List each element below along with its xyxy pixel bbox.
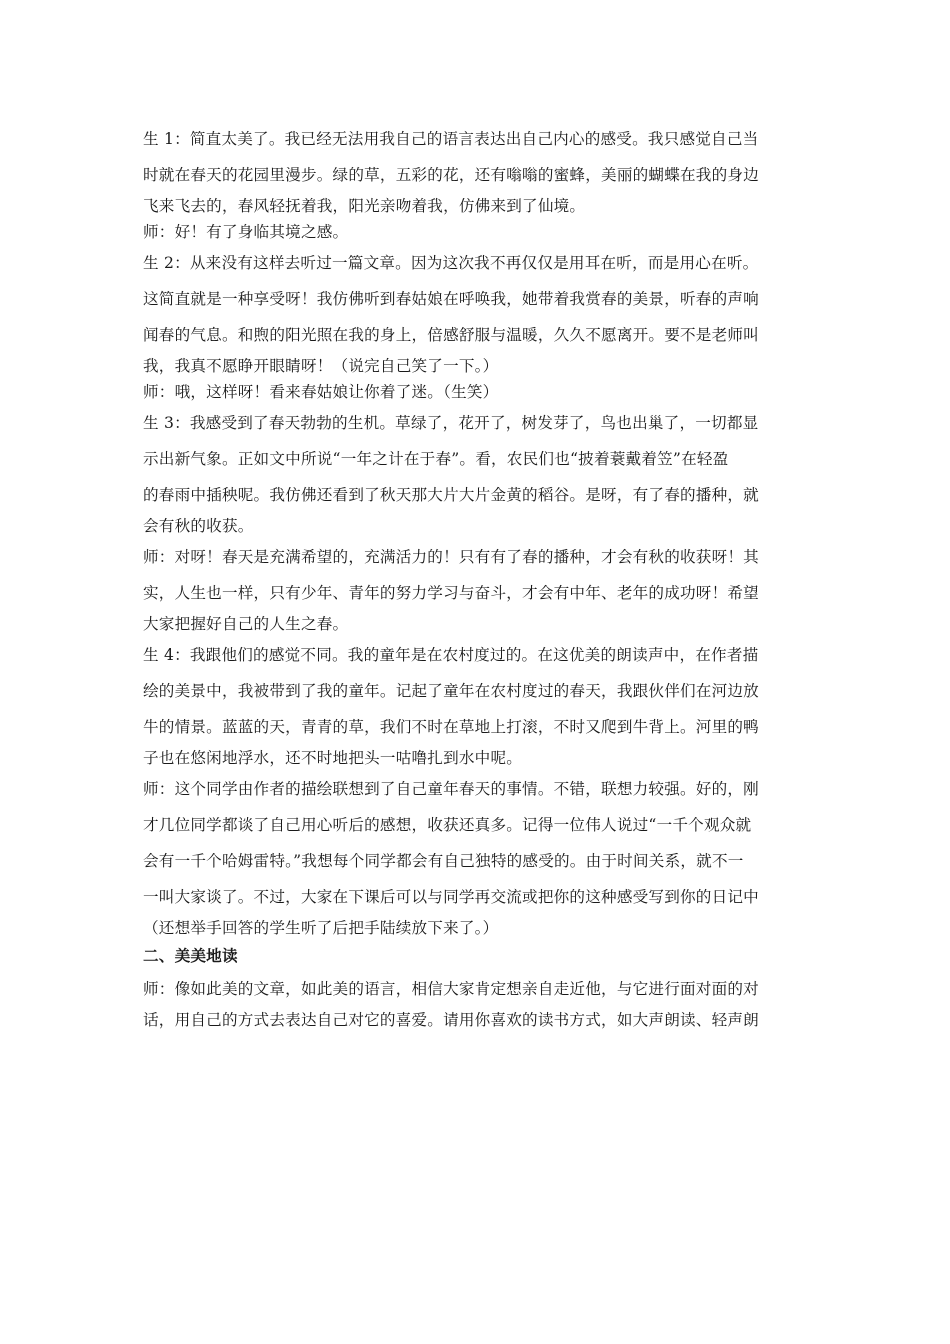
paragraph xyxy=(143,405,811,539)
paragraph-line: 牛的情景。蓝蓝的天，青青的草，我们不时在草地上打滚，不时又爬到牛背上。河里的鸭 xyxy=(143,718,759,736)
paragraph-line: 师：这个同学由作者的描绘联想到了自己童年春天的事情。不错，联想力较强。好的，刚 xyxy=(143,780,759,798)
paragraph-line: 示出新气象。正如文中所说“一年之计在于春”。看，农民们也“披着蓑戴着笠”在轻盈 xyxy=(143,450,729,468)
paragraph xyxy=(143,379,811,405)
paragraph-line: 一叫大家谈了。不过，大家在下课后可以与同学再交流或把你的这种感受写到你的日记中 xyxy=(143,888,759,906)
paragraph-line: 我，我真不愿睁开眼睛呀！（说完自己笑了一下。） xyxy=(143,357,499,375)
paragraph-line: 时就在春天的花园里漫步。绿的草，五彩的花，还有嗡嗡的蜜蜂，美丽的蝴蝶在我的身边 xyxy=(143,166,759,184)
paragraph-line: 师：好！有了身临其境之感。 xyxy=(143,223,349,241)
paragraph xyxy=(143,771,811,941)
paragraph-line: 绘的美景中，我被带到了我的童年。记起了童年在农村度过的春天，我跟伙伴们在河边放 xyxy=(143,682,759,700)
paragraph xyxy=(143,637,811,771)
paragraph-line: 飞来飞去的，春风轻抚着我，阳光亲吻着我，仿佛来到了仙境。 xyxy=(143,197,586,215)
paragraph xyxy=(143,245,811,379)
paragraph-line: 子也在悠闲地浮水，还不时地把头一咕噜扎到水中呢。 xyxy=(143,749,523,767)
paragraph-line: 会有秋的收获。 xyxy=(143,517,254,535)
paragraph xyxy=(143,971,811,1033)
paragraph-line: 才几位同学都谈了自己用心听后的感想，收获还真多。记得一位伟人说过“一千个观众就 xyxy=(143,816,752,834)
paragraph xyxy=(143,121,811,219)
paragraph-line: 生 3：我感受到了春天勃勃的生机。草绿了，花开了，树发芽了，鸟也出巢了，一切都显 xyxy=(143,414,759,432)
paragraph-line: 大家把握好自己的人生之春。 xyxy=(143,615,349,633)
paragraph xyxy=(143,219,811,245)
paragraph-line: 师：像如此美的文章，如此美的语言，相信大家肯定想亲自走近他，与它进行面对面的对 xyxy=(143,980,759,998)
document-body xyxy=(143,121,811,1033)
paragraph-line: 闻春的气息。和煦的阳光照在我的身上，倍感舒服与温暖，久久不愿离开。要不是老师叫 xyxy=(143,326,759,344)
paragraph-line: 实，人生也一样，只有少年、青年的努力学习与奋斗，才会有中年、老年的成功呀！希望 xyxy=(143,584,759,602)
paragraph-line: 话，用自己的方式去表达自己对它的喜爱。请用你喜欢的读书方式，如大声朗读、轻声朗 xyxy=(143,1011,759,1029)
paragraph-line: 生 2：从来没有这样去听过一篇文章。因为这次我不再仅仅是用耳在听，而是用心在听。 xyxy=(143,254,759,272)
paragraph-line: 这简直就是一种享受呀！我仿佛听到春姑娘在呼唤我，她带着我赏春的美景，听春的声响 xyxy=(143,290,759,308)
paragraph-line: 的春雨中插秧呢。我仿佛还看到了秋天那大片大片金黄的稻谷。是呀，有了春的播种，就 xyxy=(143,486,759,504)
paragraph-line: 生 4：我跟他们的感觉不同。我的童年是在农村度过的。在这优美的朗读声中，在作者描 xyxy=(143,646,759,664)
paragraph-line: 师：哦，这样呀！看来春姑娘让你着了迷。（生笑） xyxy=(143,383,499,401)
paragraph-line: （还想举手回答的学生听了后把手陆续放下来了。） xyxy=(143,919,499,937)
paragraph-line: 会有一千个哈姆雷特。”我想每个同学都会有自己独特的感受的。由于时间关系，就不一 xyxy=(143,852,744,870)
section-heading: 二、美美地读 xyxy=(143,946,238,965)
paragraph xyxy=(143,539,811,637)
paragraph-line: 生 1：简直太美了。我已经无法用我自己的语言表达出自己内心的感受。我只感觉自己当 xyxy=(143,130,759,148)
paragraph-line: 师：对呀！春天是充满希望的，充满活力的！只有有了春的播种，才会有秋的收获呀！其 xyxy=(143,548,759,566)
